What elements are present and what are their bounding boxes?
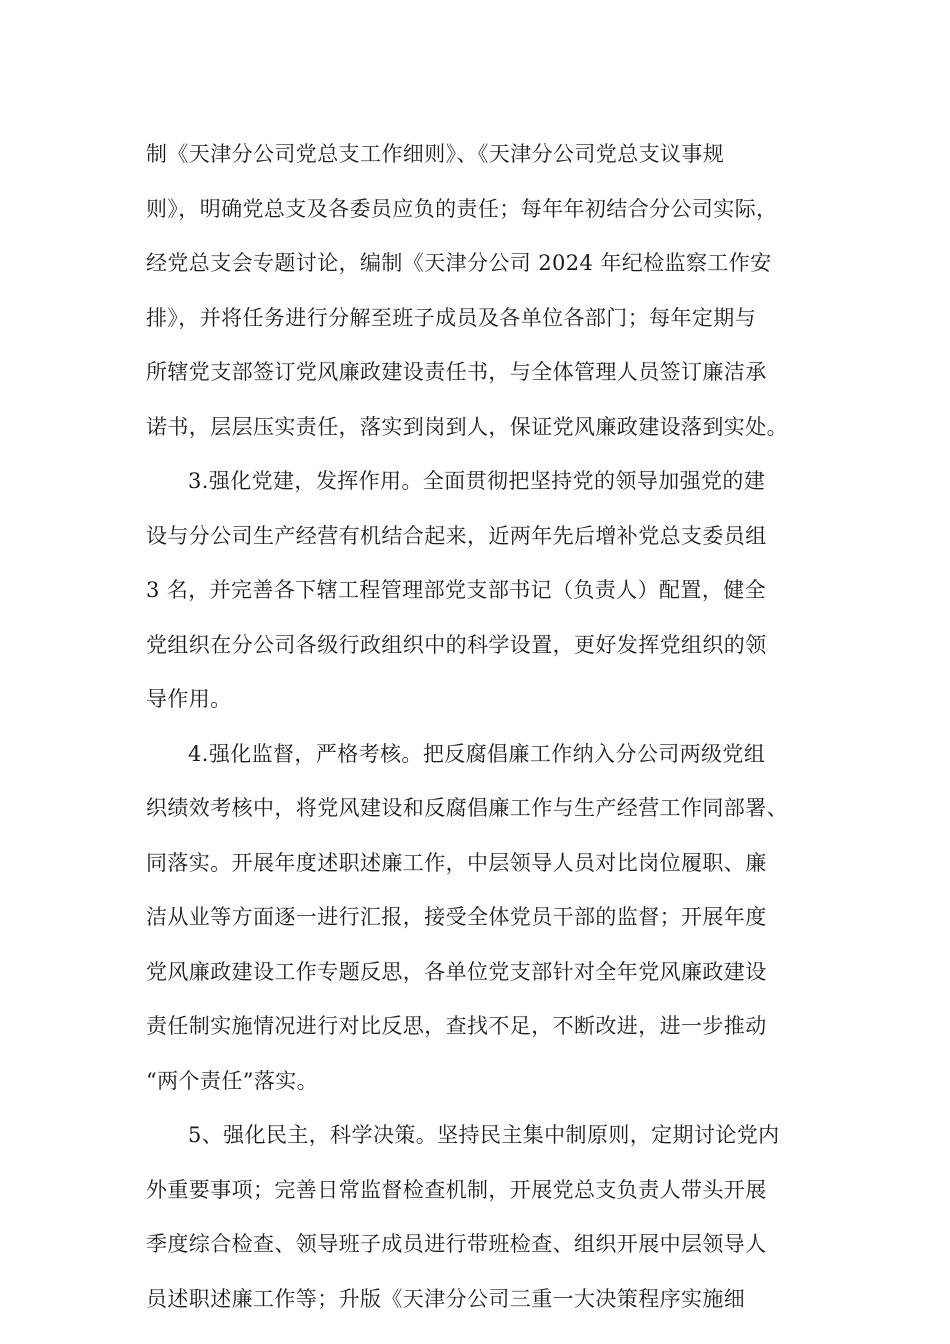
text-line: 诺书，层层压实责任，落实到岗到人，保证党风廉政建设落到实处。 [146, 414, 788, 439]
text-line: 员述职述廉工作等；升版《天津分公司三重一大决策程序实施细 [146, 1286, 746, 1311]
paragraph-start-line: 4.强化监督，严格考核。把反腐倡廉工作纳入分公司两级党组 [188, 741, 766, 766]
paragraph-start-line: 3.强化党建，发挥作用。全面贯彻把坚持党的领导加强党的建 [188, 469, 766, 493]
text-line: 经党总支会专题讨论，编制《天津分公司 2024 年纪检监察工作安 [146, 251, 772, 275]
document-body [146, 127, 816, 1326]
text-line: 责任制实施情况进行对比反思，查找不足，不断改进，进一步推动 [146, 1014, 767, 1038]
paragraph-start-line: 5、强化民主，科学决策。坚持民主集中制原则，定期讨论党内 [188, 1123, 780, 1147]
text-line: 织绩效考核中，将党风建设和反腐倡廉工作与生产经营工作同部署、 [146, 796, 788, 820]
text-line: 排》，并将任务进行分解至班子成员及各单位各部门；每年定期与 [146, 305, 757, 330]
text-line: 导作用。 [146, 687, 232, 711]
text-line: 同落实。开展年度述职述廉工作，中层领导人员对比岗位履职、廉 [146, 850, 767, 875]
text-line: “两个责任”落实。 [146, 1068, 319, 1093]
text-line: 则》，明确党总支及各委员应负的责任；每年年初结合分公司实际， [146, 196, 778, 221]
text-line: 设与分公司生产经营有机结合起来，近两年先后增补党总支委员组 [146, 523, 767, 548]
text-line: 党风廉政建设工作专题反思，各单位党支部针对全年党风廉政建设 [146, 959, 767, 984]
text-line: 外重要事项；完善日常监督检查机制，开展党总支负责人带头开展 [146, 1177, 767, 1202]
text-line: 所辖党支部签订党风廉政建设责任书，与全体管理人员签订廉洁承 [146, 360, 767, 384]
text-line: 党组织在分公司各级行政组织中的科学设置，更好发挥党组织的领 [146, 632, 767, 657]
text-line: 洁从业等方面逐一进行汇报，接受全体党员干部的监督；开展年度 [146, 905, 767, 929]
text-line: 3 名，并完善各下辖工程管理部党支部书记（负责人）配置，健全 [146, 578, 767, 602]
text-line: 季度综合检查、领导班子成员进行带班检查、组织开展中层领导人 [146, 1232, 767, 1256]
text-line: 制《天津分公司党总支工作细则》、《天津分公司党总支议事规 [146, 142, 725, 166]
